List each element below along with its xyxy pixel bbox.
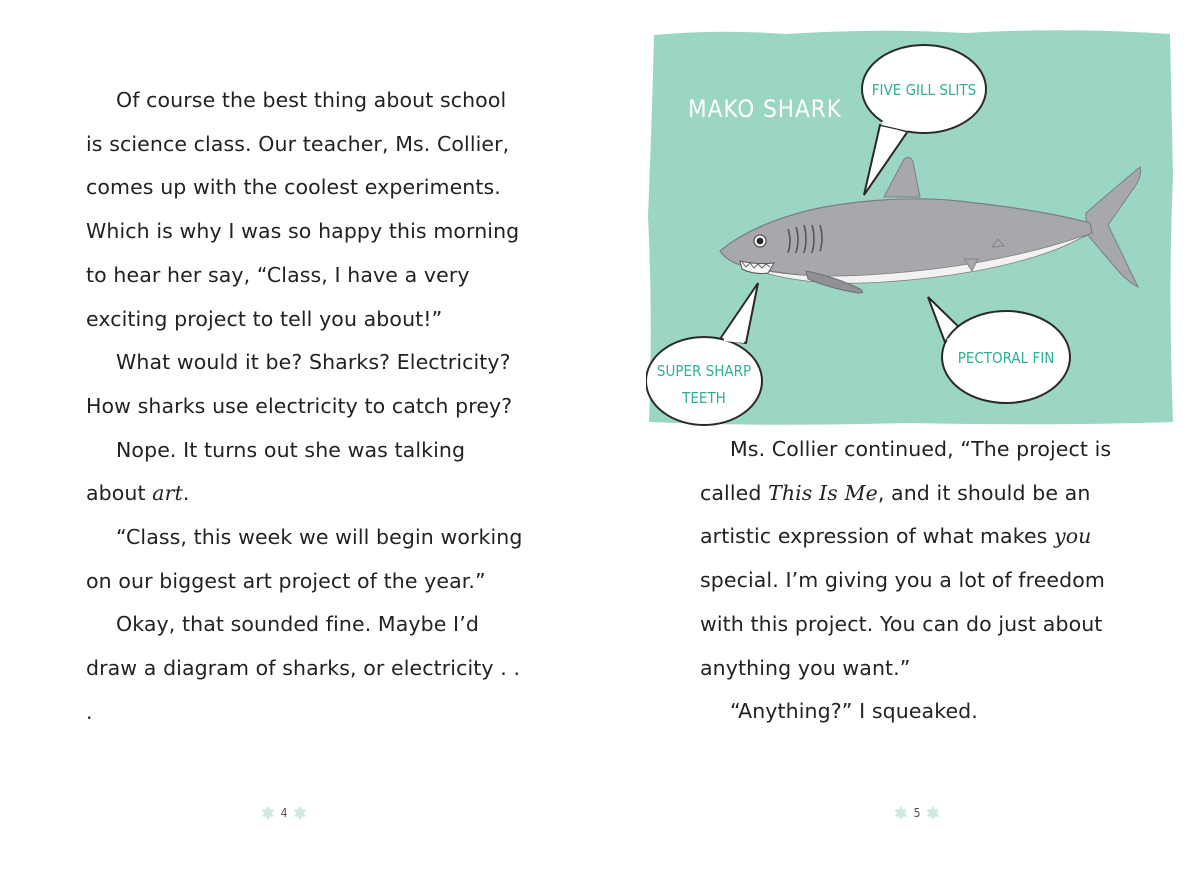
paragraph: [86, 429, 526, 516]
right-page: [600, 0, 1200, 872]
paragraph-text: .: [182, 481, 190, 506]
paragraph: with this project. You can do just about: [700, 611, 1103, 636]
label-teeth-line2: TEETH: [682, 389, 726, 407]
paragraph: anything you want.”: [700, 655, 911, 680]
paragraph: [700, 515, 1120, 559]
emphasis-text: you: [1054, 524, 1092, 549]
paragraph: “Anything?” I squeaked.: [730, 699, 978, 724]
paragraph: [700, 472, 1120, 516]
label-gills: FIVE GILL SLITS: [871, 81, 977, 99]
left-page-text: [86, 79, 526, 735]
snowflake-flower-icon: [893, 805, 909, 821]
emphasis-text: This Is Me: [768, 480, 878, 505]
paragraph-text: artistic expression of what makes: [700, 524, 1055, 549]
label-pectoral-fin: PECTORAL FIN: [957, 349, 1055, 367]
page-number-folio: [867, 800, 967, 826]
right-page-text: [700, 428, 1120, 734]
page-number: 5: [913, 806, 921, 820]
illustration-title: MAKO SHARK: [688, 95, 842, 123]
paragraph: special. I’m giving you a lot of freedom: [700, 568, 1105, 593]
page-number: 4: [280, 806, 288, 820]
snowflake-flower-icon: [925, 805, 941, 821]
page-number-folio: [234, 800, 334, 826]
paragraph: Of course the best thing about school is science class. Our teacher, Ms. Collier, comes up with the coolest experiments. Which is why I was so happy this morning to hear her say, “Class, I have a very exciting project to tell you about!”: [86, 88, 520, 331]
paragraph-text: , and it should be an: [877, 480, 1091, 505]
mako-shark-illustration: [646, 27, 1174, 427]
emphasis-text: art: [152, 481, 183, 506]
paragraph-text: Nope. It turns out she was talking about: [86, 437, 466, 506]
label-teeth-line1: SUPER SHARP: [656, 362, 752, 380]
paragraph-text: called: [700, 480, 769, 505]
snowflake-flower-icon: [260, 805, 276, 821]
snowflake-flower-icon: [292, 805, 308, 821]
paragraph: What would it be? Sharks? Electricity? How sharks use electricity to catch prey?: [86, 350, 513, 418]
paragraph: “Class, this week we will begin working on our biggest art project of the year.”: [86, 525, 523, 593]
paragraph: Okay, that sounded fine. Maybe I’d draw a diagram of sharks, or electricity . . .: [86, 612, 521, 724]
paragraph: Ms. Collier continued, “The project is: [730, 437, 1112, 461]
